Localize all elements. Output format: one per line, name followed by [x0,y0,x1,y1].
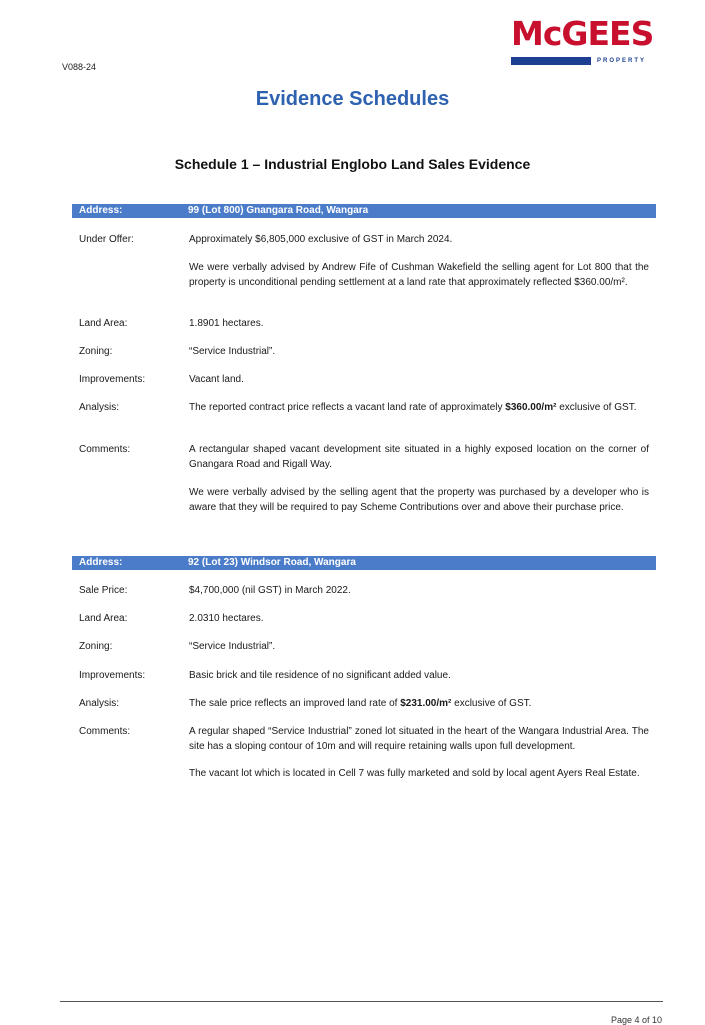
row-label: Land Area: [79,318,128,329]
row-value: Basic brick and tile residence of no significant added value. [189,670,451,681]
address-label: Address: [79,557,123,568]
row-value: “Service Industrial”. [189,346,276,357]
row-label: Zoning: [79,346,113,357]
logo-subtext: PROPERTY [597,58,647,64]
row-label: Under Offer: [79,234,134,245]
row-label: Analysis: [79,402,120,413]
row-label: Comments: [79,726,131,737]
address-value: 92 (Lot 23) Windsor Road, Wangara [188,557,356,568]
row-label: Analysis: [79,698,120,709]
footer-divider [60,1001,663,1002]
address-label: Address: [79,205,123,216]
row-value [189,697,649,712]
analysis-text: The sale price reflects an improved land rate of [189,698,401,709]
document-reference: V088-24 [62,62,97,72]
page-title: Evidence Schedules [255,88,450,110]
row-value [189,401,649,416]
analysis-text: The reported contract price reflects a vacant land rate of approximately [189,402,506,413]
analysis-tail: exclusive of GST. [556,402,637,413]
row-value: 2.0310 hectares. [189,613,264,624]
row-value: “Service Industrial”. [189,641,276,652]
row-label: Land Area: [79,613,128,624]
row-value: 1.8901 hectares. [189,318,264,329]
schedule-heading: Schedule 1 – Industrial Englobo Land Sales Evidence [174,156,531,172]
row-value: A rectangular shaped vacant development site situated in a highly exposed location on the corner of Gnangara Road and Rigall Way. [189,444,649,470]
logo-wordmark: McGEES [511,14,654,53]
row-label: Improvements: [79,670,146,681]
sale-2-comments-note: The vacant lot which is located in Cell 7 was fully marketed and sold by local agent Ayers Real Estate. [189,768,640,779]
sale-1-under-offer-note: We were verbally advised by Andrew Fife of Cushman Wakefield the selling agent for Lot 800 that the property is unconditional pending settlement at a land rate that approximately reflected $360.00/m². [189,262,649,288]
row-label: Comments: [79,444,131,455]
mcgees-logo [511,14,654,64]
row-label: Zoning: [79,641,113,652]
address-value: 99 (Lot 800) Gnangara Road, Wangara [188,205,369,216]
row-value: Vacant land. [189,374,244,385]
land-rate: $231.00/m² [400,698,452,709]
sale-1-comments-note: We were verbally advised by the selling agent that the property was purchased by a developer who is aware that they will be required to pay Scheme Contributions over and above their purchase price. [189,487,649,513]
logo-bar [511,57,591,65]
row-value: Approximately $6,805,000 exclusive of GST in March 2024. [189,234,453,245]
land-rate: $360.00/m² [505,402,557,413]
sale-2-address-bar [72,556,656,570]
page-number: Page 4 of 10 [611,1015,663,1025]
row-value: A regular shaped “Service Industrial” zoned lot situated in the heart of the Wangara Industrial Area. The site has a sloping contour of 10m and will require retaining walls upon full development. [189,726,649,752]
sale-1-address-bar [72,204,656,218]
row-label: Sale Price: [79,585,128,596]
analysis-tail: exclusive of GST. [451,698,532,709]
row-value: $4,700,000 (nil GST) in March 2022. [189,585,351,596]
row-label: Improvements: [79,374,146,385]
